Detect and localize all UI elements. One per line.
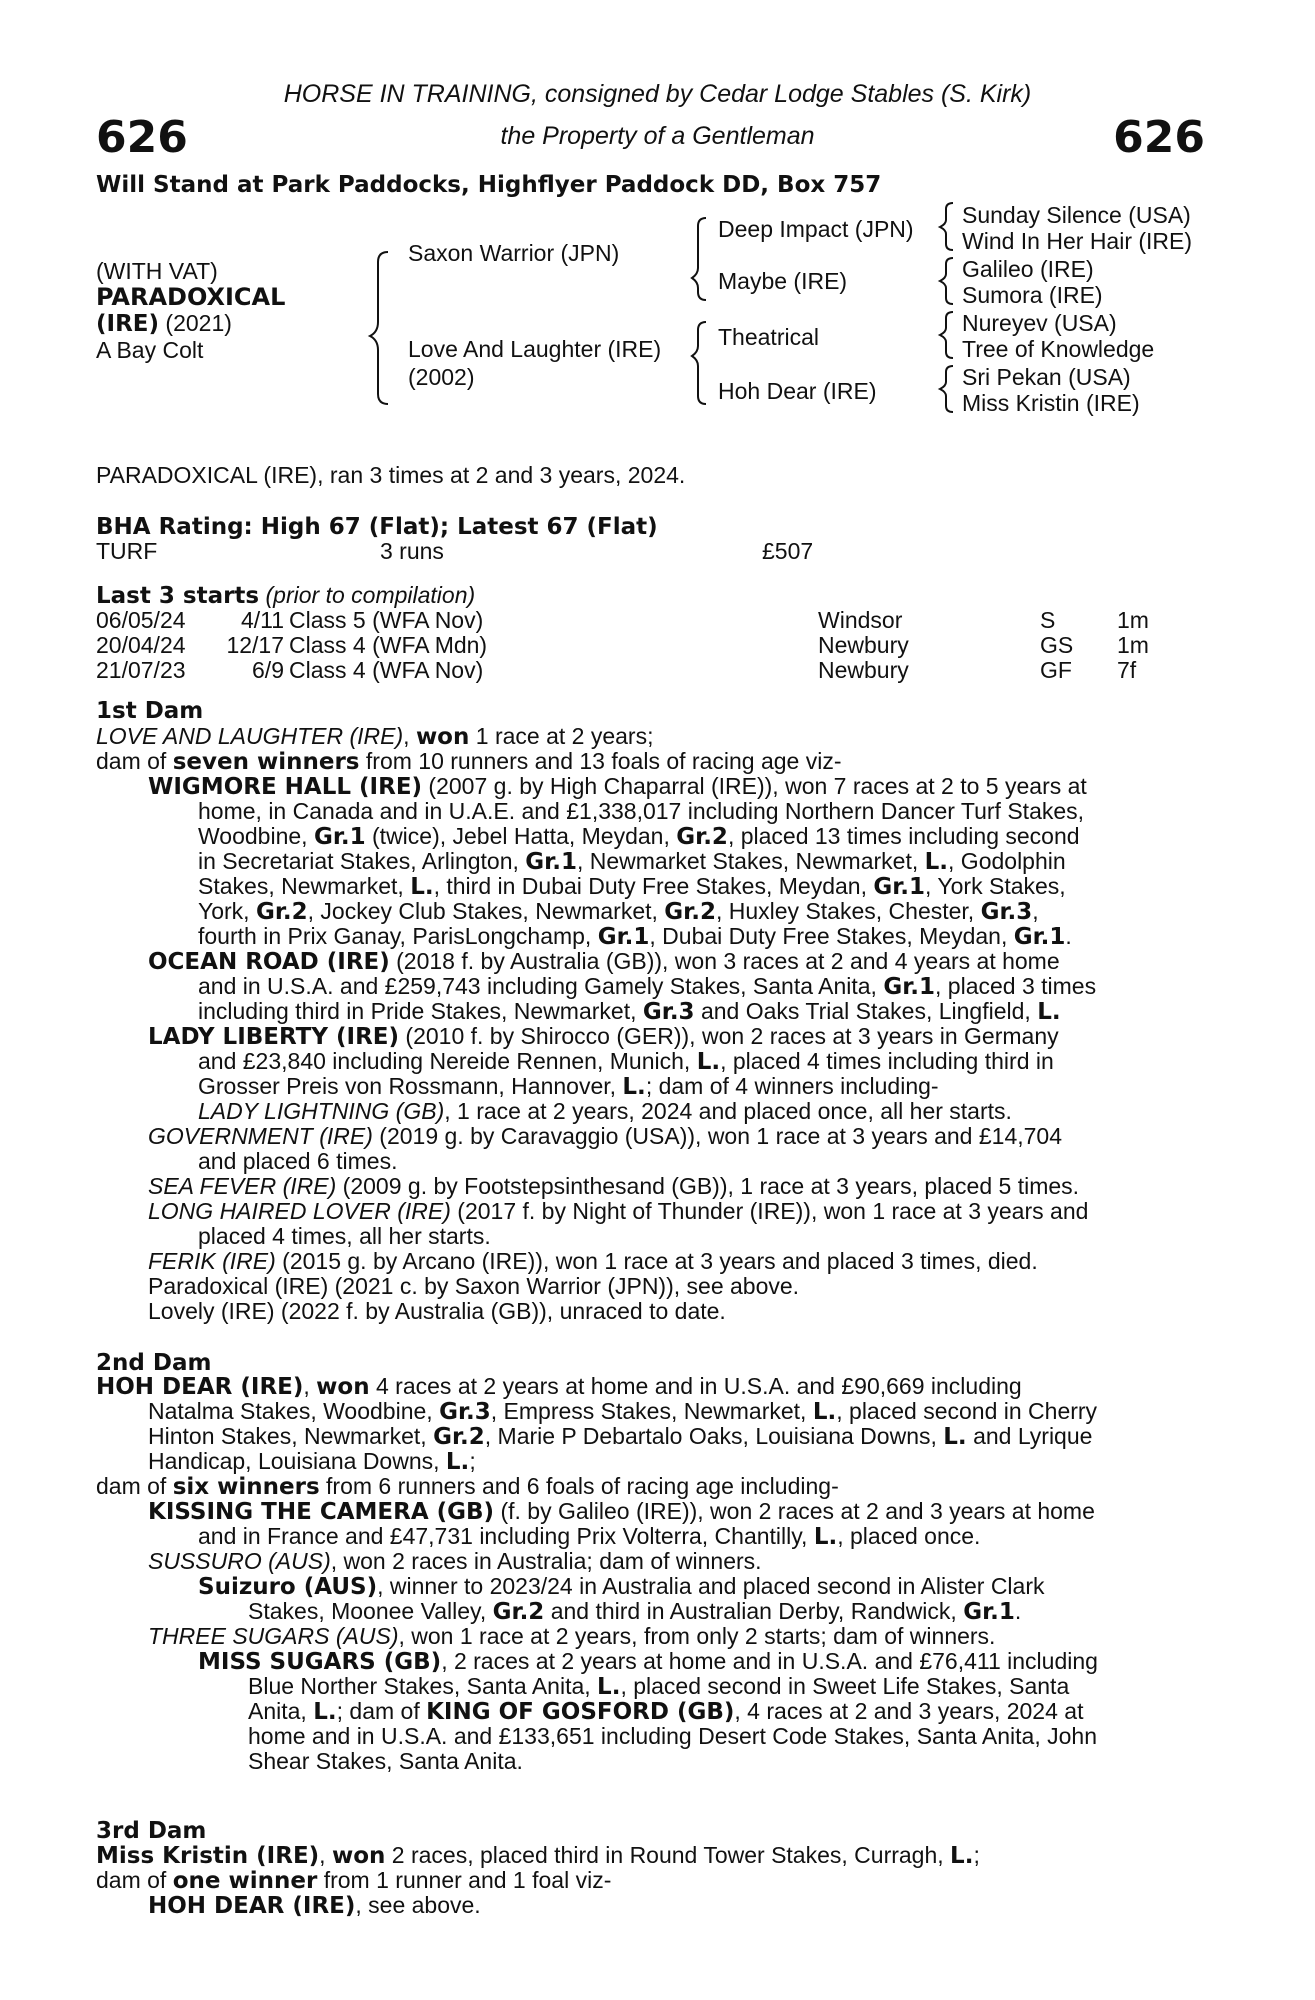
text: York, — [198, 898, 256, 924]
text: , 2 races at 2 years at home and in U.S.A. and £76,411 including — [441, 1648, 1098, 1674]
grade-badge: Gr.3 — [642, 999, 695, 1025]
sea-fever-line — [148, 1174, 1079, 1200]
hoh-dear-produce-line — [148, 1893, 481, 1920]
text: Grosser Preis von Rossmann, Hannover, — [198, 1073, 623, 1099]
lady-lightning-name: LADY LIGHTNING (GB) — [198, 1098, 445, 1124]
ocean-line-2 — [198, 974, 1096, 1001]
government-line-1 — [148, 1124, 1062, 1150]
dam-of-label: dam of — [96, 748, 173, 774]
pedigree-g2: Wind In Her Hair (IRE) — [962, 228, 1193, 254]
start-distance: 1m — [1117, 632, 1149, 658]
dam-of-label: dam of — [96, 1867, 173, 1893]
second-dam-produce — [96, 1474, 839, 1501]
last-starts-heading-line — [96, 582, 475, 609]
text: , 1 race at 2 years, 2024 and placed once, all her starts. — [444, 1098, 1012, 1124]
third-dam-heading: 3rd Dam — [96, 1818, 207, 1844]
text: including third in Pride Stakes, Newmarket, — [198, 998, 643, 1024]
start-course: Newbury — [818, 632, 909, 658]
start-position: 4/11 — [240, 607, 284, 633]
text: , won 2 races in Australia; dam of winners. — [330, 1548, 762, 1574]
listed-badge: L. — [410, 874, 434, 900]
grade-badge: Gr.3 — [980, 899, 1033, 925]
produce-record: from 6 runners and 6 foals of racing age including- — [319, 1473, 839, 1499]
horse-description: A Bay Colt — [96, 337, 204, 363]
grade-badge: Gr.1 — [1013, 924, 1066, 950]
long-haired-line-2 — [198, 1224, 491, 1250]
grade-badge: Gr.1 — [883, 974, 936, 1000]
start-race: Class 5 (WFA Nov) — [289, 607, 484, 633]
second-dam-heading: 2nd Dam — [96, 1350, 212, 1376]
pedigree-dam-dam: Hoh Dear (IRE) — [718, 378, 877, 404]
start-going: GS — [1040, 632, 1074, 658]
winners-count: seven winners — [172, 749, 360, 775]
text: , placed second in Sweet Life Stakes, Santa — [620, 1673, 1070, 1699]
text: . — [1014, 1598, 1022, 1624]
lovely-produce-line: Lovely (IRE) (2022 f. by Australia (GB)), unraced to date. — [148, 1298, 726, 1324]
text: and Oaks Trial Stakes, Lingfield, — [694, 998, 1038, 1024]
miss-sugars-line-1 — [198, 1649, 1098, 1676]
lot-number-right: 626 — [1113, 112, 1205, 163]
listed-badge: L. — [597, 1674, 621, 1700]
text: . — [1065, 923, 1072, 949]
miss-sugars-line-4: home and in U.S.A. and £133,651 including Desert Code Stakes, Santa Anita, John — [248, 1723, 1098, 1749]
pedigree-dam-sire: Theatrical — [718, 324, 819, 350]
text: , Dubai Duty Free Stakes, Meydan, — [649, 923, 1014, 949]
lot-number-left: 626 — [96, 112, 188, 163]
government-line-2 — [198, 1149, 397, 1175]
dam-of-label: dam of — [96, 1473, 173, 1499]
third-dam-name: Miss Kristin (IRE) — [96, 1843, 320, 1869]
wigmore-line-5 — [198, 874, 1066, 901]
grade-badge: Gr.1 — [963, 1599, 1015, 1625]
text: , won 1 race at 2 years, from only 2 starts; dam of winners. — [398, 1623, 996, 1649]
horse-name: PARADOXICAL — [96, 283, 286, 311]
pedigree-sire: Saxon Warrior (JPN) — [408, 240, 620, 266]
text: (2017 f. by Night of Thunder (IRE)), won 1 race at 3 years and — [450, 1198, 1089, 1224]
kissing-line-2 — [198, 1524, 980, 1551]
text: and in U.S.A. and £259,743 including Gamely Stakes, Santa Anita, — [198, 973, 884, 999]
text: (twice), Jebel Hatta, Meydan, — [365, 823, 677, 849]
second-dam-line-1: HOH DEAR (IRE), won 4 races at 2 years at home and in U.S.A. and £90,669 including — [96, 1373, 1022, 1400]
text: (2019 g. by Caravaggio (USA)), won 1 race at 3 years and £14,704 — [372, 1123, 1063, 1149]
pedigree-g3: Galileo (IRE) — [962, 256, 1094, 282]
won-label: won — [331, 1843, 386, 1869]
second-dam-name: HOH DEAR (IRE) — [96, 1374, 304, 1400]
text: (f. by Galileo (IRE)), won 2 races at 2 and 3 years at home — [494, 1498, 1095, 1524]
text: placed 4 times, all her starts. — [198, 1223, 491, 1249]
text: Blue Norther Stakes, Santa Anita, — [248, 1673, 598, 1699]
text: , Godolphin — [948, 848, 1066, 874]
listed-badge: L. — [1037, 999, 1061, 1025]
text: 4 races at 2 years at home and in U.S.A. and £90,669 including — [369, 1373, 1022, 1399]
pedigree-g4: Sumora (IRE) — [962, 282, 1103, 308]
grade-badge: Gr.1 — [313, 824, 366, 850]
text: and Lyrique — [966, 1423, 1093, 1449]
pedigree-sire-dam: Maybe (IRE) — [718, 268, 848, 294]
grade-badge: Gr.2 — [255, 899, 308, 925]
wigmore-line-1 — [148, 774, 1087, 801]
text: , — [1032, 898, 1039, 924]
start-going: GF — [1040, 657, 1072, 683]
grade-badge: Gr.3 — [439, 1399, 491, 1425]
produce-record: from 10 runners and 13 foals of racing age viz- — [359, 748, 842, 774]
listed-badge: L. — [812, 1399, 837, 1425]
ocean-line-3 — [198, 999, 1061, 1026]
lady-liberty-line-1 — [148, 1024, 1059, 1051]
text: , third in Dubai Duty Free Stakes, Meydan, — [433, 873, 874, 899]
stand-location: Will Stand at Park Paddocks, Highflyer Paddock DD, Box 757 — [96, 172, 882, 198]
listed-badge: L. — [445, 1449, 470, 1475]
miss-sugars-line-2 — [248, 1674, 1069, 1701]
text: and placed 6 times. — [198, 1148, 398, 1174]
start-date: 20/04/24 — [96, 632, 186, 658]
start-position: 6/9 — [252, 657, 284, 683]
suizuro-name: Suizuro (AUS) — [198, 1574, 378, 1600]
first-dam-record: 1 race at 2 years; — [469, 723, 654, 749]
text: and third in Australian Derby, Randwick, — [544, 1598, 964, 1624]
start-position: 12/17 — [226, 632, 284, 658]
long-haired-lover-name: LONG HAIRED LOVER (IRE) — [148, 1198, 451, 1224]
listed-badge: L. — [696, 1049, 721, 1075]
pedigree-g1: Sunday Silence (USA) — [962, 202, 1191, 228]
text: and in France and £47,731 including Prix Volterra, Chantilly, — [198, 1523, 814, 1549]
lady-lightning-line — [198, 1099, 1012, 1125]
wigmore-line-7 — [198, 924, 1072, 951]
text: (2010 f. by Shirocco (GER)), won 2 races at 3 years in Germany — [399, 1023, 1059, 1049]
text: fourth in Prix Ganay, ParisLongchamp, — [198, 923, 598, 949]
third-dam-line: Miss Kristin (IRE), won 2 races, placed third in Round Tower Stakes, Curragh, L.; — [96, 1842, 980, 1869]
third-dam-produce — [96, 1868, 611, 1895]
second-dam-line-4 — [148, 1449, 476, 1476]
text: home, in Canada and in U.A.E. and £1,338,017 including Northern Dancer Turf Stakes, — [198, 798, 1085, 824]
listed-badge: L. — [943, 1424, 967, 1450]
wigmore-line-4 — [198, 849, 1066, 876]
text: in Secretariat Stakes, Arlington, — [198, 848, 526, 874]
second-dam-line-2 — [148, 1399, 1097, 1426]
start-going: S — [1040, 607, 1056, 633]
winners-count: six winners — [172, 1474, 320, 1500]
miss-sugars-line-3 — [248, 1699, 1083, 1726]
text: and £23,840 including Nereide Rennen, Munich, — [198, 1048, 697, 1074]
pedigree-g5: Nureyev (USA) — [962, 310, 1117, 336]
start-race: Class 4 (WFA Mdn) — [289, 632, 488, 658]
last-starts-note: (prior to compilation) — [265, 582, 476, 608]
text: , placed once. — [837, 1523, 981, 1549]
pedigree-g6: Tree of Knowledge — [962, 336, 1155, 362]
vat-note: (WITH VAT) — [96, 258, 218, 284]
won-label: won — [415, 724, 470, 750]
ferik-line — [148, 1249, 1038, 1275]
text: , Huxley Stakes, Chester, — [715, 898, 981, 924]
listed-badge: L. — [924, 849, 949, 875]
horse-country: (IRE) — [96, 311, 160, 337]
first-dam-name: LOVE AND LAUGHTER (IRE) — [96, 723, 404, 749]
text: , winner to 2023/24 in Australia and placed second in Alister Clark — [377, 1573, 1045, 1599]
listed-badge: L. — [950, 1843, 974, 1869]
start-distance: 1m — [1117, 607, 1149, 633]
kissing-the-camera-name: KISSING THE CAMERA (GB) — [148, 1499, 495, 1525]
pedigree-g7: Sri Pekan (USA) — [962, 364, 1131, 390]
ferik-name: FERIK (IRE) — [148, 1248, 276, 1274]
first-dam-line: LOVE AND LAUGHTER (IRE), won 1 race at 2 years; — [96, 723, 654, 750]
listed-badge: L. — [813, 1524, 838, 1550]
lady-liberty-name: LADY LIBERTY (IRE) — [148, 1024, 400, 1050]
grade-badge: Gr.2 — [664, 899, 716, 925]
sussuro-line — [148, 1549, 762, 1575]
miss-sugars-name: MISS SUGARS (GB) — [198, 1649, 442, 1675]
text: Stakes, Newmarket, — [198, 873, 411, 899]
ocean-line-1 — [148, 949, 1060, 976]
text: , see above. — [355, 1892, 481, 1918]
suizuro-line-1 — [198, 1574, 1045, 1601]
listed-badge: L. — [622, 1074, 646, 1100]
pedigree-sire-sire: Deep Impact (JPN) — [718, 216, 914, 242]
long-haired-line-1 — [148, 1199, 1088, 1225]
text: (2018 f. by Australia (GB)), won 3 races at 2 and 4 years at home — [389, 948, 1060, 974]
text: ; dam of — [336, 1698, 427, 1724]
grade-badge: Gr.1 — [597, 924, 650, 950]
three-sugars-line — [148, 1624, 995, 1650]
suizuro-line-2 — [248, 1599, 1021, 1626]
text: 2 races, placed third in Round Tower Stakes, Curragh, — [385, 1842, 951, 1868]
grade-badge: Gr.1 — [525, 849, 577, 875]
wigmore-hall-name: WIGMORE HALL (IRE) — [148, 774, 423, 800]
government-name: GOVERNMENT (IRE) — [148, 1123, 373, 1149]
text: , placed second in Cherry — [836, 1398, 1098, 1424]
text: , York Stakes, — [925, 873, 1066, 899]
listed-badge: L. — [313, 1699, 337, 1725]
grade-badge: Gr.2 — [676, 824, 728, 850]
king-of-gosford-name: KING OF GOSFORD (GB) — [426, 1699, 735, 1725]
start-race: Class 4 (WFA Nov) — [289, 657, 484, 683]
text: ; — [469, 1448, 476, 1474]
sussuro-name: SUSSURO (AUS) — [148, 1548, 331, 1574]
wigmore-line-2 — [198, 799, 1084, 825]
hoh-dear-name: HOH DEAR (IRE) — [148, 1893, 356, 1919]
first-dam-heading: 1st Dam — [96, 698, 204, 724]
text: Anita, — [248, 1698, 314, 1724]
consignment-line: HORSE IN TRAINING, consigned by Cedar Lodge Stables (S. Kirk) — [283, 80, 1032, 108]
grade-badge: Gr.1 — [873, 874, 926, 900]
lady-liberty-line-3 — [198, 1074, 939, 1101]
three-sugars-name: THREE SUGARS (AUS) — [148, 1623, 399, 1649]
text: Hinton Stakes, Newmarket, — [148, 1423, 434, 1449]
racing-summary: PARADOXICAL (IRE), ran 3 times at 2 and 3 years, 2024. — [96, 462, 686, 488]
ocean-road-name: OCEAN ROAD (IRE) — [148, 949, 390, 975]
rating-runs: 3 runs — [380, 538, 444, 564]
grade-badge: Gr.2 — [492, 1599, 545, 1625]
sea-fever-name: SEA FEVER (IRE) — [148, 1173, 337, 1199]
second-dam-line-3 — [148, 1424, 1092, 1451]
produce-record: from 1 runner and 1 foal viz- — [317, 1867, 612, 1893]
wigmore-line-6 — [198, 899, 1039, 926]
start-date: 06/05/24 — [96, 607, 186, 633]
lady-liberty-line-2 — [198, 1049, 1054, 1076]
start-course: Newbury — [818, 657, 909, 683]
winners-count: one winner — [172, 1868, 318, 1894]
wigmore-line-3 — [198, 824, 1080, 851]
start-course: Windsor — [818, 607, 903, 633]
start-distance: 7f — [1117, 657, 1137, 683]
text: (2009 g. by Footstepsinthesand (GB)), 1 race at 3 years, placed 5 times. — [336, 1173, 1080, 1199]
kissing-line-1 — [148, 1499, 1095, 1526]
bha-rating-heading: BHA Rating: High 67 (Flat); Latest 67 (Flat) — [96, 514, 658, 540]
rating-earnings: £507 — [762, 538, 814, 564]
ownership-line: the Property of a Gentleman — [500, 122, 815, 150]
text: , Empress Stakes, Newmarket, — [490, 1398, 813, 1424]
text: (2015 g. by Arcano (IRE)), won 1 race at 3 years and placed 3 times, died. — [275, 1248, 1038, 1274]
text: Stakes, Moonee Valley, — [248, 1598, 493, 1624]
text: , placed 4 times including third in — [720, 1048, 1054, 1074]
pedigree-dam-year: (2002) — [408, 364, 475, 390]
text: ; — [973, 1842, 980, 1868]
text: Natalma Stakes, Woodbine, — [148, 1398, 440, 1424]
pedigree-g8: Miss Kristin (IRE) — [962, 390, 1140, 416]
horse-year: (2021) — [165, 310, 232, 336]
paradoxical-produce-line: Paradoxical (IRE) (2021 c. by Saxon Warrior (JPN)), see above. — [148, 1273, 800, 1299]
text: , Marie P Debartalo Oaks, Louisiana Downs, — [484, 1423, 944, 1449]
miss-sugars-line-5: Shear Stakes, Santa Anita. — [248, 1748, 523, 1774]
text: , placed 13 times including second — [727, 823, 1080, 849]
text: Woodbine, — [198, 823, 314, 849]
text: , Newmarket Stakes, Newmarket, — [576, 848, 925, 874]
text: (2007 g. by High Chaparral (IRE)), won 7 races at 2 to 5 years at — [422, 773, 1087, 799]
text: , placed 3 times — [935, 973, 1097, 999]
start-date: 21/07/23 — [96, 657, 186, 683]
text: , Jockey Club Stakes, Newmarket, — [307, 898, 665, 924]
last-starts-heading: Last 3 starts — [96, 583, 260, 609]
text: Handicap, Louisiana Downs, — [148, 1448, 446, 1474]
won-label: won — [316, 1374, 370, 1400]
first-dam-produce — [96, 749, 841, 776]
text: ; dam of 4 winners including- — [645, 1073, 939, 1099]
grade-badge: Gr.2 — [433, 1424, 485, 1450]
text: , 4 races at 2 and 3 years, 2024 at — [734, 1698, 1084, 1724]
rating-surface: TURF — [96, 538, 158, 564]
pedigree-dam: Love And Laughter (IRE) — [408, 336, 662, 362]
